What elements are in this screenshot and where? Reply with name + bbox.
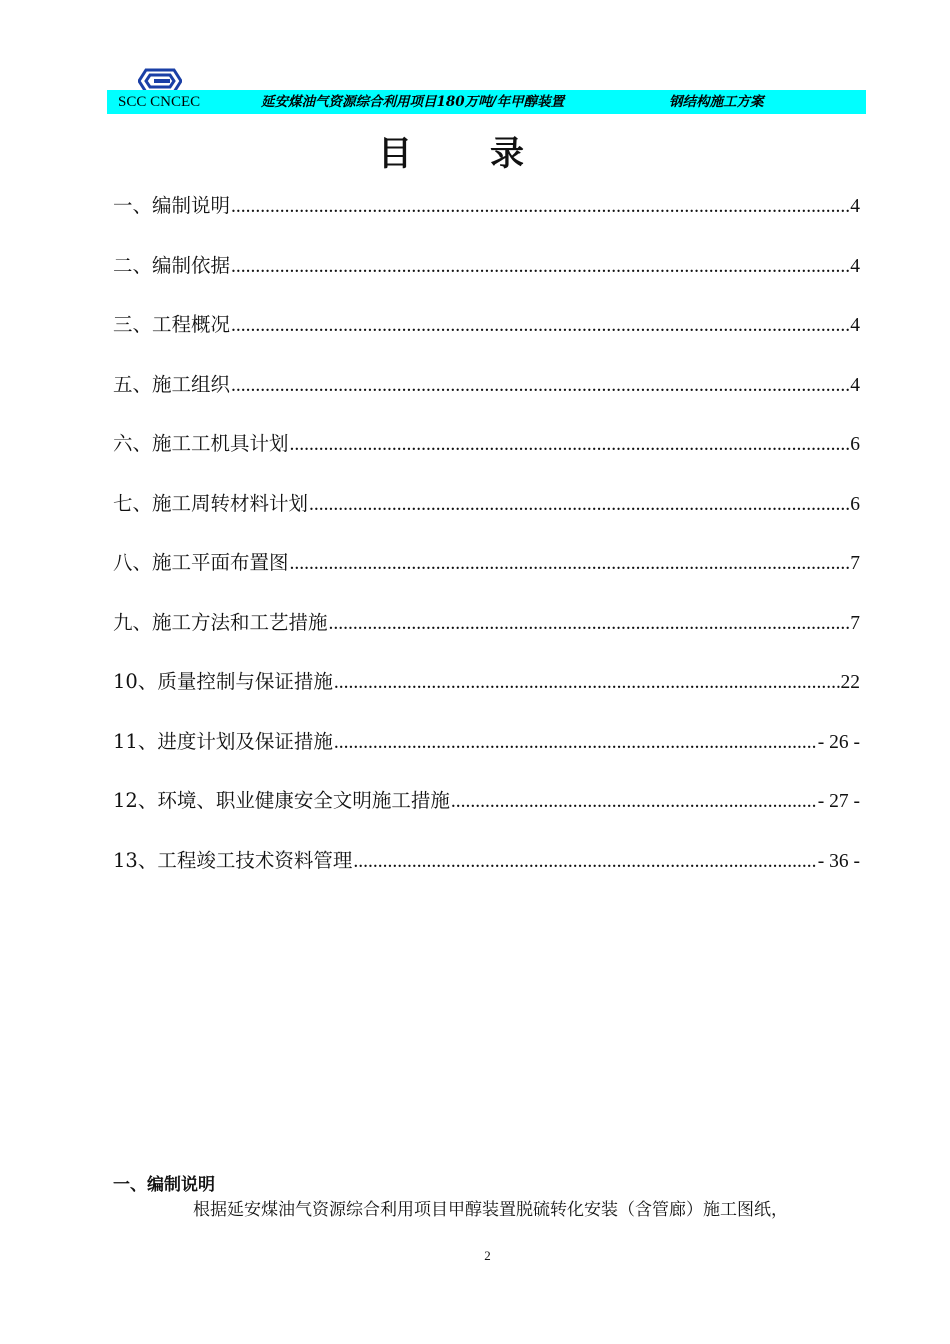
toc-entry-page: 22 bbox=[840, 672, 860, 693]
section-heading: 一、编制说明 bbox=[113, 1175, 215, 1195]
toc-entry-page: - 36 - bbox=[817, 850, 860, 872]
toc-entry-page: 7 bbox=[850, 553, 860, 574]
toc-entry[interactable] bbox=[113, 309, 860, 343]
toc-entry-label: 九、施工方法和工艺措施 bbox=[113, 610, 328, 634]
toc-dot-leader bbox=[231, 315, 849, 337]
toc-dot-leader bbox=[353, 851, 816, 873]
toc-entry-page: 4 bbox=[850, 196, 860, 217]
header-project-title: 延安煤油气资源综合利用项目180万吨/年甲醇装置 bbox=[261, 94, 565, 110]
toc-entry-label: 一、编制说明 bbox=[113, 194, 231, 217]
toc-entry[interactable] bbox=[113, 428, 860, 462]
header-bar bbox=[107, 90, 866, 114]
toc-dot-leader bbox=[334, 732, 817, 754]
body-paragraph: 根据延安煤油气资源综合利用项目甲醇装置脱硫转化安装（含管廊）施工图纸， bbox=[193, 1200, 788, 1220]
toc-entry-page: - 27 - bbox=[817, 791, 860, 812]
toc-entry-label: 二、编制依据 bbox=[113, 253, 231, 277]
toc-dot-leader bbox=[290, 434, 850, 456]
toc-entry-page: 4 bbox=[850, 255, 860, 277]
toc-entry-label: 六、施工工机具计划 bbox=[113, 432, 289, 455]
toc-dot-leader bbox=[231, 375, 849, 397]
toc-entry[interactable] bbox=[113, 250, 860, 284]
toc-dot-leader bbox=[329, 613, 850, 635]
toc-entry-label: 12、环境、职业健康安全文明施工措施 bbox=[113, 789, 450, 812]
toc-entry[interactable] bbox=[113, 845, 860, 879]
header-company: SCC CNCEC bbox=[118, 94, 201, 110]
toc-dot-leader bbox=[334, 672, 840, 694]
toc-entry-page: 6 bbox=[850, 493, 860, 515]
toc-entry[interactable] bbox=[113, 666, 860, 700]
toc-entry-page: 7 bbox=[850, 612, 860, 634]
toc-entry-label: 三、工程概况 bbox=[113, 313, 231, 336]
toc-dot-leader bbox=[231, 256, 849, 278]
toc-entry-label: 13、工程竣工技术资料管理 bbox=[113, 848, 353, 872]
toc-entry-label: 11、进度计划及保证措施 bbox=[113, 729, 333, 753]
toc-title: 目录 bbox=[378, 134, 602, 174]
toc-dot-leader bbox=[309, 494, 849, 516]
toc-entry[interactable] bbox=[113, 190, 860, 224]
toc-dot-leader bbox=[290, 553, 850, 575]
toc-entry-label: 八、施工平面布置图 bbox=[113, 551, 289, 574]
toc-dot-leader bbox=[231, 196, 849, 218]
toc-entry[interactable] bbox=[113, 607, 860, 641]
toc-entry-page: 6 bbox=[850, 434, 860, 455]
page-number: 2 bbox=[484, 1248, 491, 1263]
toc-entry-label: 10、质量控制与保证措施 bbox=[113, 670, 333, 693]
toc-entry[interactable] bbox=[113, 547, 860, 581]
toc-entry-label: 七、施工周转材料计划 bbox=[113, 491, 309, 515]
toc-entry-page: 4 bbox=[850, 315, 860, 336]
toc-entry[interactable] bbox=[113, 785, 860, 819]
toc-entry-page: - 26 - bbox=[817, 731, 860, 753]
toc-entry[interactable] bbox=[113, 369, 860, 403]
toc-entry[interactable] bbox=[113, 726, 860, 760]
header-document-type: 钢结构施工方案 bbox=[669, 94, 764, 110]
toc-entry-label: 五、施工组织 bbox=[113, 372, 231, 396]
toc-dot-leader bbox=[451, 791, 817, 813]
toc-entry-page: 4 bbox=[850, 374, 860, 396]
toc-entry[interactable] bbox=[113, 488, 860, 522]
